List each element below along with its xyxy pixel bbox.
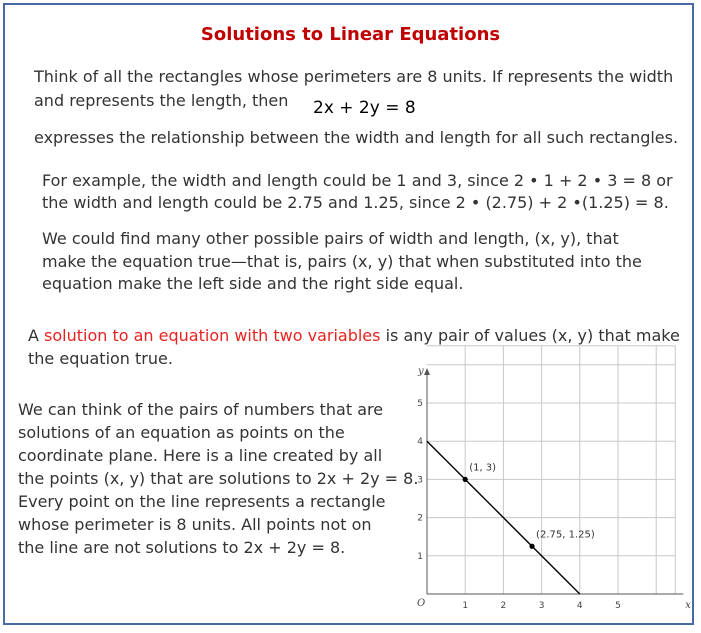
axes [424,368,683,594]
definition-line-1 [28,325,680,347]
explanation-line-4: the points (x, y) that are solutions to 2x + 2y = 8. [18,469,419,488]
x-tick-label: 3 [538,601,545,611]
definition-line-2: the equation true. [28,349,173,368]
solution-point [529,544,534,549]
x-tick-label: 5 [615,601,621,611]
definition-prefix: A [28,326,45,345]
x-axis-label: x [685,600,691,611]
y-tick-label: 3 [417,475,423,486]
example-line-2: the width and length could be 2.75 and 1.25, since 2 • (2.75) + 2 •(1.25) = 8. [42,193,669,212]
y-tick-label: 5 [417,399,423,409]
y-tick-label: 2 [417,513,423,524]
explanation-line-7: the line are not solutions to 2x + 2y = 8. [18,538,346,557]
example-line-1: For example, the width and length could be 1 and 3, since 2 • 1 + 2 • 3 = 8 or [42,171,673,190]
intro-line-2: and represents the length, then [34,91,289,110]
intro-line-3: expresses the relationship between the width and length for all such rectangles. [34,128,679,147]
pairs-line-2: make the equation true—that is, pairs (x, y) that when substituted into the [42,252,642,271]
explanation-line-3: coordinate plane. Here is a line created by all [18,446,383,465]
y-tick-label: 4 [417,437,423,448]
origin-label: O [417,598,426,609]
explanation-line-6: whose perimeter is 8 units. All points not on [18,515,372,534]
definition-suffix: is any pair of values (x, y) that make [380,326,680,345]
explanation-line-1: We can think of the pairs of numbers that are [18,400,384,419]
coordinate-graph [404,364,691,614]
page-title: Solutions to Linear Equations [200,24,501,45]
pairs-line-1: We could find many other possible pairs of width and length, (x, y), that [42,229,619,248]
solution-point [463,477,468,482]
x-tick-label: 4 [576,601,583,611]
equation: 2x + 2y = 8 [313,98,416,118]
solution-point-label: (2.75, 1.25) [536,529,595,541]
x-tick-label: 1 [462,601,469,611]
solution-point-label: (1, 3) [469,462,497,474]
definition-highlight: solution to an equation with two variables [44,326,381,345]
x-tick-label: 2 [500,601,507,611]
grid [427,346,675,594]
y-axis-label: y [418,366,424,377]
y-tick-label: 1 [417,551,423,562]
explanation-line-2: solutions of an equation as points on the [18,423,345,442]
y-axis-arrow [424,368,430,375]
pairs-line-3: equation make the left side and the right side equal. [42,274,464,293]
intro-line-1: Think of all the rectangles whose perimeters are 8 units. If represents the width [34,67,674,86]
explanation-line-5: Every point on the line represents a rectangle [18,492,386,511]
